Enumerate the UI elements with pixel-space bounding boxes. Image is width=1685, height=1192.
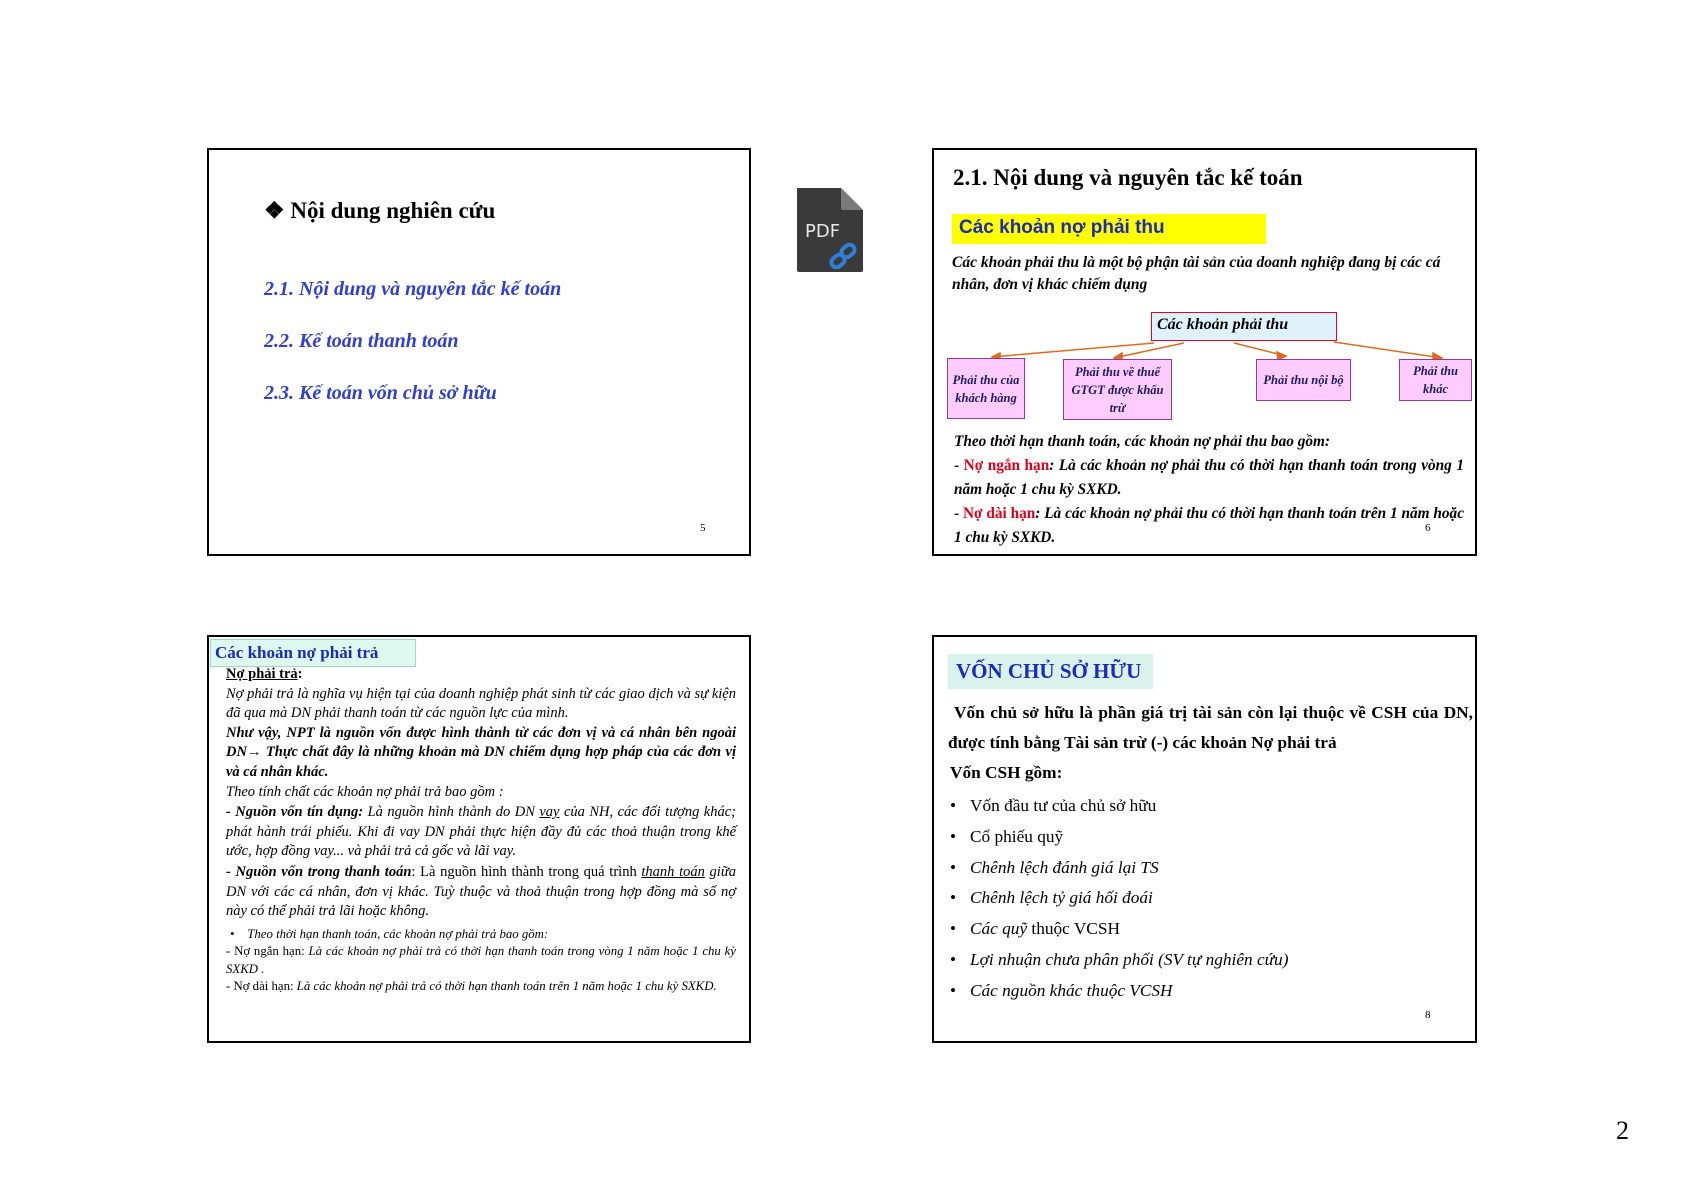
- credit-label: - Nguồn vốn tín dụng:: [226, 804, 364, 821]
- slide-5: [207, 148, 751, 556]
- short-term-paragraph: - Nợ ngắn hạn: Là các khoản nợ phải thu có thời hạn thanh toán trong vòng 1 năm hoặc 1 chu kỳ SXKD.: [954, 457, 1465, 498]
- page-number: 2: [1616, 1116, 1629, 1145]
- section-heading: VỐN CHỦ SỞ HỮU: [948, 654, 1153, 689]
- payment-text-b: giữa DN với các cá nhân, đơn vị khác. Tuỳ thuộc và thoả thuận trong hợp đồng mà số nợ này có thể phải trả lãi hoặc không.: [226, 863, 736, 920]
- slide-title: 2.1. Nội dung và nguyên tắc kế toán: [953, 165, 1303, 190]
- credit-vay: vay: [539, 804, 560, 821]
- diagram-node-customer: Phải thu của khách hàng: [947, 358, 1025, 419]
- short-term-text: : Là các khoản nợ phải thu có thời hạn thanh toán trong vòng 1 năm hoặc 1 chu kỳ SXKD.: [954, 457, 1465, 498]
- toc-item-2-2: 2.2. Kế toán thanh toán: [264, 330, 459, 352]
- list-item: • Các quỹ thuộc VCSH: [950, 919, 1120, 939]
- npt-summary-1: Như vậy, NPT là nguồn vốn được hình thành từ các đơn vị và cá nhân bên ngoài DN: [226, 724, 736, 761]
- npt-definition: Nợ phải trả là nghĩa vụ hiện tại của doanh nghiệp phát sinh từ các giao dịch và sự kiện đã qua mà DN phải thanh toán từ các nguồn lực của mình.: [226, 685, 736, 722]
- list-item: • Chênh lệch đánh giá lại TS: [950, 857, 1159, 877]
- diagram-node-internal: Phải thu nội bộ: [1256, 359, 1351, 401]
- diagram-node-other: Phải thu khác: [1399, 359, 1472, 401]
- payment-underlined: thanh toán: [641, 863, 705, 880]
- slide-number: 6: [1425, 522, 1431, 534]
- list-item: • Các nguồn khác thuộc VCSH: [950, 980, 1173, 1000]
- payment-label: - Nguồn vốn trong thanh toán: [226, 863, 412, 880]
- slide-7: [207, 635, 751, 1043]
- definition-text: Các khoản phải thu là một bộ phận tài sản của doanh nghiệp đang bị các cá nhân, đơn vị khác chiếm dụng: [952, 254, 1441, 293]
- pdf-link-icon[interactable]: [793, 186, 867, 274]
- section-heading: Các khoản nợ phải trả: [210, 639, 416, 667]
- diagram-node-vat: Phải thu về thuế GTGT được khấu trừ: [1063, 359, 1172, 420]
- slide-number: 8: [1425, 1009, 1431, 1021]
- slide-body: Nợ phải trả: Nợ phải trả là nghĩa vụ hiện tại của doanh nghiệp phát sinh từ các giao dịch và sự kiện đã qua mà DN phải thanh toán từ các nguồn lực của mình. Như vậy, NPT là nguồn vốn được hình thành từ các đơn vị và cá nhân bên ngoài DN→ Thực chất đây là những khoản mà DN chiếm dụng hợp pháp của các đơn vị và cá nhân khác. Theo tính chất các khoản nợ phải trả bao gồm : - Nguồn vốn tín dụng: Là nguồn hình thành do DN vay của NH, các đối tượng khác; phát hành trái phiếu. Khi đi vay DN phải thực hiện đầy đủ các thoả thuận trong khế ước, hợp đồng vay... và phải trả cả gốc và lãi vay. - Nguồn vốn trong thanh toán: Là nguồn hình thành trong quá trình thanh toán giữa DN với các cá nhân, đơn vị khác. Tuỳ thuộc và thoả thuận trong hợp đồng mà số nợ này có thể phải trả lãi hoặc không. • Theo thời hạn thanh toán, các khoản nợ phải trả bao gồm: - Nợ ngắn hạn: Là các khoản nợ phải trả có thời hạn thanh toán trong vòng 1 năm hoặc 1 chu kỳ SXKD . - Nợ dài hạn: Là các khoản nợ phải trả có thời hạn thanh toán trên 1 năm hoặc 1 chu kỳ SXKD.: [226, 666, 737, 994]
- slide-title: ❖ Nội dung nghiên cứu: [264, 198, 496, 223]
- npt-summary-2: Thực chất đây là những khoản mà DN chiếm dụng hợp pháp của các đơn vị và cá nhân khác.: [226, 744, 736, 780]
- long-term-label: Nợ dài hạn: [962, 505, 1036, 522]
- credit-text-a: Là nguồn hình thành do DN: [363, 804, 540, 821]
- npt-label: Nợ phải trả: [226, 666, 298, 682]
- equity-list: [950, 791, 1288, 1007]
- list-item: • Chênh lệch tỷ giá hối đoái: [950, 888, 1153, 908]
- slide-6: [932, 148, 1477, 556]
- long-term-paragraph: - Nợ dài hạn: Là các khoản nợ phải thu có thời hạn thanh toán trên 1 năm hoặc 1 chu kỳ SXKD.: [954, 505, 1464, 546]
- toc-item-2-3: 2.3. Kế toán vốn chủ sở hữu: [264, 382, 497, 404]
- toc-item-2-1: 2.1. Nội dung và nguyên tắc kế toán: [264, 278, 562, 300]
- short-term-text: Là các khoản nợ phải trả có thời hạn thanh toán trong vòng 1 năm hoặc 1 chu kỳ SXKD .: [226, 944, 736, 976]
- definition-text: Vốn chủ sở hữu là phần giá trị tài sản còn lại thuộc về CSH của DN, được tính bằng Tài sản trừ (-) các khoản Nợ phải trả: [948, 703, 1473, 752]
- credit-text-b: của NH, các đối tượng khác; phát hành trái phiếu. Khi đi vay DN phải thực hiện đầy đủ các thoả thuận trong khế ước, hợp đồng vay... và phải trả cả gốc và lãi vay.: [226, 804, 737, 860]
- list-item: • Vốn đầu tư của chủ sở hữu: [950, 796, 1157, 815]
- list-item: • Cổ phiếu quỹ: [950, 826, 1064, 846]
- short-term-label: Nợ ngắn hạn: [963, 457, 1050, 474]
- section-heading: Các khoản nợ phải thu: [952, 214, 1266, 244]
- list-item: • Lợi nhuận chưa phân phối (SV tự nghiên cứu): [950, 949, 1289, 969]
- diagram-root: Các khoản phải thu: [1151, 312, 1337, 341]
- payment-text-a: : Là nguồn hình thành trong quá trình: [411, 863, 642, 880]
- slide-8: [932, 635, 1477, 1043]
- nature-intro: Theo tính chất các khoản nợ phải trả bao gồm :: [226, 783, 504, 800]
- long-term-label: - Nợ dài hạn:: [226, 979, 297, 994]
- term-bullet: Theo thời hạn thanh toán, các khoản nợ phải trả bao gồm:: [247, 926, 549, 941]
- pdf-label: PDF: [805, 221, 841, 242]
- arrow-icon: →: [246, 744, 262, 761]
- short-term-label: - Nợ ngắn hạn:: [226, 944, 309, 959]
- slide-number: 5: [700, 522, 706, 534]
- term-intro: Theo thời hạn thanh toán, các khoản nợ phải thu bao gồm:: [954, 433, 1330, 450]
- long-term-text: Là các khoản nợ phải trả có thời hạn thanh toán trên 1 năm hoặc 1 chu kỳ SXKD.: [296, 979, 717, 994]
- long-term-text: : Là các khoản nợ phải thu có thời hạn thanh toán trên 1 năm hoặc 1 chu kỳ SXKD.: [954, 505, 1464, 546]
- subtitle: Vốn CSH gồm:: [950, 763, 1063, 782]
